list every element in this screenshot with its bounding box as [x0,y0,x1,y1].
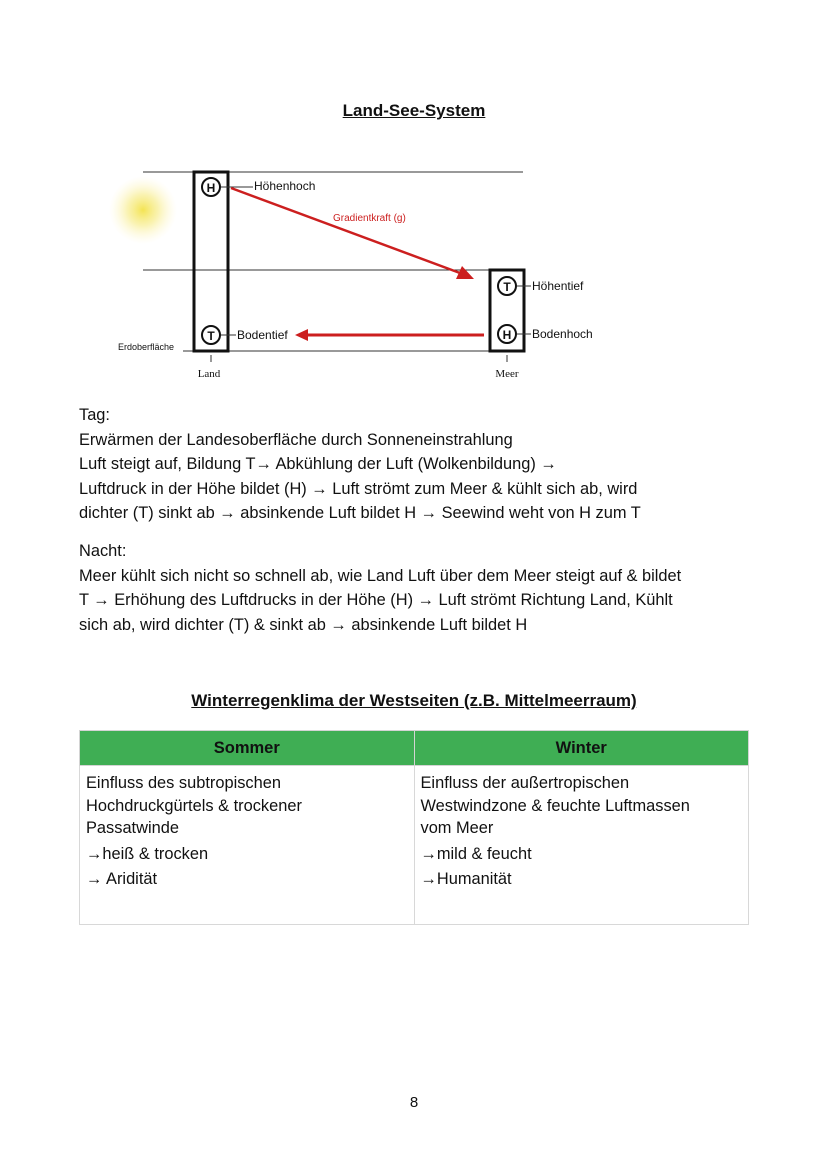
label-land: Land [197,368,221,380]
day-heading: Tag: [79,406,110,424]
sommer-effect: → Aridität [86,870,158,888]
page-number: 8 [409,1094,419,1111]
label-meer: Meer [495,368,519,380]
svg-text:T: T [503,280,511,294]
day-explanation [79,403,759,526]
label-erdoberflaeche: Erdoberfläche [118,342,175,352]
day-line: Luft steigt auf, Bildung T→ Abkühlung der Luft (Wolkenbildung) → [79,455,557,473]
gradient-force-arrow [231,188,474,279]
ground-wind-arrow [295,329,484,341]
table-header-row [80,731,749,766]
svg-text:T: T [207,329,215,343]
label-bodentief: Bodentief [237,328,288,342]
cell-winter [414,766,749,925]
night-line: T → Erhöhung des Luftdrucks in der Höhe (H) → Luft strömt Richtung Land, Kühlt [79,591,673,609]
label-hoehentief: Höhentief [532,279,584,293]
night-line: Meer kühlt sich nicht so schnell ab, wie Land Luft über dem Meer steigt auf & bildet [79,566,682,585]
land-high-symbol [202,178,220,196]
cell-sommer [80,766,415,925]
winter-line: vom Meer [420,819,494,837]
section-title-land-see: Land-See-System [342,101,486,120]
svg-text:H: H [502,328,512,342]
day-line: Luftdruck in der Höhe bildet (H) → Luft strömt zum Meer & kühlt sich ab, wird [79,479,638,498]
sommer-line: Hochdruckgürtels & trockener [86,796,302,815]
sun-icon [109,176,177,244]
land-low-symbol [202,326,220,344]
table-row [80,766,749,925]
land-see-diagram [0,0,828,400]
day-line: Erwärmen der Landesoberfläche durch Sonneneinstrahlung [79,430,513,449]
header-winter: Winter [414,731,749,766]
label-bodenhoch: Bodenhoch [532,327,593,341]
header-sommer: Sommer [80,731,415,766]
night-explanation [79,539,759,637]
winter-line: Einfluss der außertropischen [420,774,630,792]
sommer-line: Passatwinde [86,819,179,837]
svg-text:H: H [206,181,216,195]
sea-high-symbol [498,325,516,343]
winter-effect: →mild & feucht [420,844,532,863]
night-line: sich ab, wird dichter (T) & sinkt ab → absinkende Luft bildet H [79,615,528,634]
climate-table [79,730,749,925]
label-hoehenhoch: Höhenhoch [254,179,316,193]
night-heading: Nacht: [79,542,127,560]
winter-line: Westwindzone & feuchte Luftmassen [420,796,690,815]
land-column [194,172,228,351]
label-gradientkraft: Gradientkraft (g) [333,213,406,224]
sommer-line: Einfluss des subtropischen [86,774,281,792]
sommer-effect: →heiß & trocken [86,844,209,863]
sea-low-symbol [498,277,516,295]
day-line: dichter (T) sinkt ab → absinkende Luft bildet H → Seewind weht von H zum T [79,504,641,522]
winter-effect: →Humanität [420,870,512,888]
section-title-winterregenklima: Winterregenklima der Westseiten (z.B. Mittelmeerraum) [191,691,637,710]
